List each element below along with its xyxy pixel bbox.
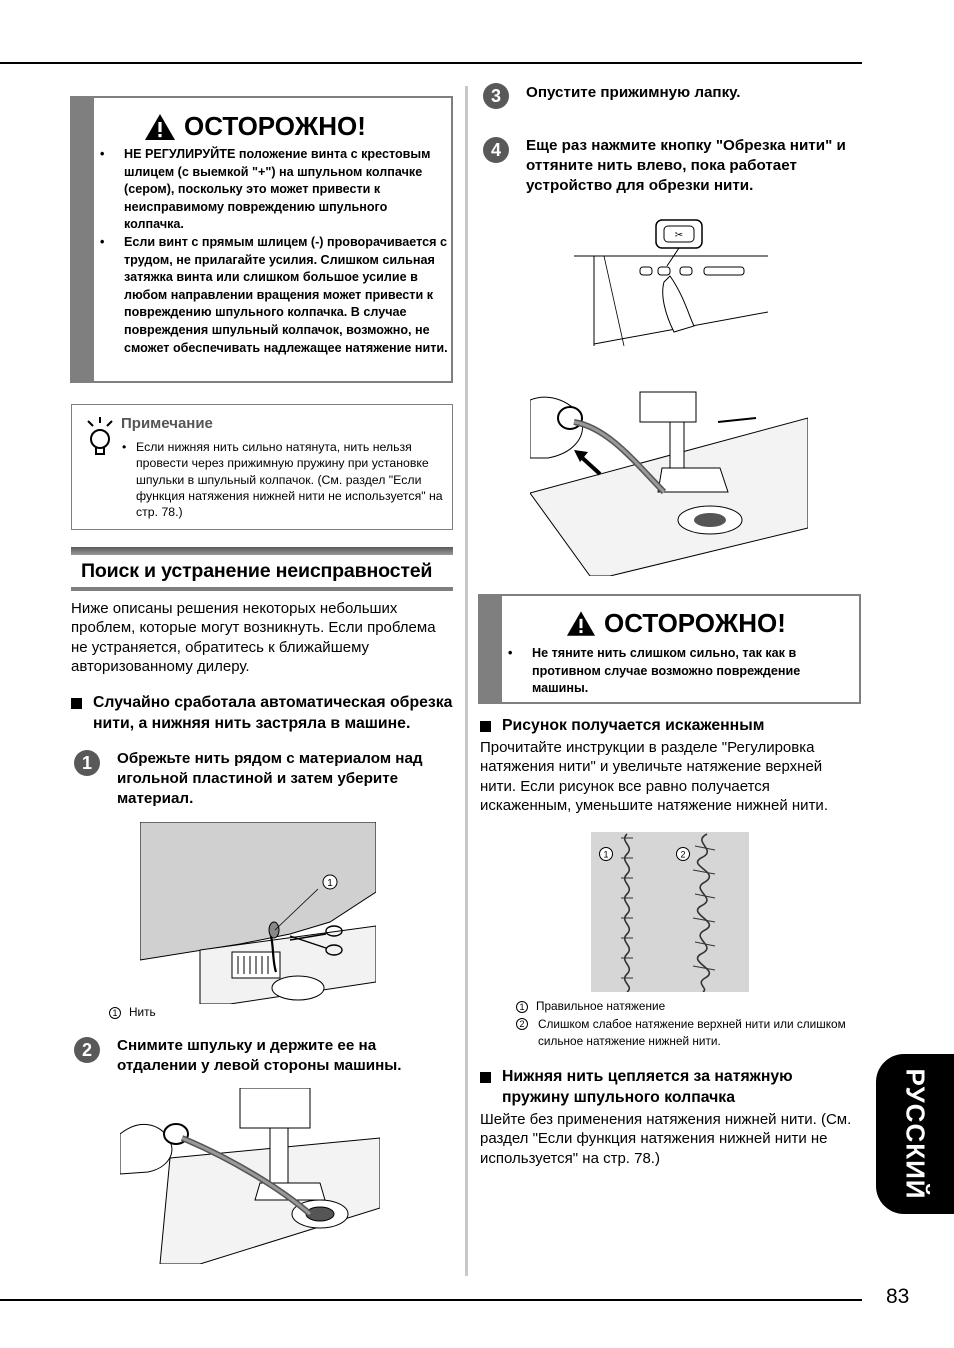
note-list <box>120 439 446 520</box>
section-title: Поиск и устранение неисправностей <box>81 560 433 582</box>
language-tab-label: РУССКИЙ <box>900 1068 931 1200</box>
lightbulb-icon <box>84 417 116 457</box>
heading-rule <box>71 587 453 591</box>
thread-cutter-button-illustration <box>574 216 768 346</box>
pull-thread-illustration <box>530 388 808 576</box>
page-number: 83 <box>886 1285 910 1308</box>
step-text: Опустите прижимную лапку. <box>526 84 741 101</box>
caution-title-text: ОСТОРОЖНО! <box>604 608 786 638</box>
problem-title: Случайно сработала автоматическая обрезка нити, а нижняя нить застряла в машине. <box>93 694 453 732</box>
column-divider <box>465 86 468 1276</box>
figure-caption <box>109 1004 156 1021</box>
section-heading <box>71 547 453 591</box>
square-bullet <box>480 721 491 732</box>
caution-title-text: ОСТОРОЖНО! <box>184 111 366 141</box>
scissors-icon: ✂ <box>674 230 684 241</box>
step-text: Обрежьте нить рядом с материалом над игольной пластиной и затем уберите материал. <box>117 750 423 808</box>
problem-text: Прочитайте инструкции в разделе "Регулировка натяжения нити" и увеличьте натяжение верхней нити. Если рисунок все равно получается искаженным, уменьшите натяжение нижней нити. <box>480 739 828 814</box>
caution-title <box>144 111 366 142</box>
caution-box <box>70 96 453 383</box>
caution-box <box>478 594 861 704</box>
step-number: 1 <box>74 750 100 776</box>
heading-band <box>71 547 453 555</box>
note-item: • Если нижняя нить сильно натянута, нить нельзя провести через прижимную пружину при установке шпульки в шпульный колпачок. (См. раздел "Если функция натяжения нижней нити не используется" на стр. 78.) <box>120 439 446 520</box>
caution-item: • Если винт с прямым шлицем (-) проворачивается с трудом, не прилагайте усилия. Слишком сильная затяжка винта или слишком большое усилие в любом направлении вращения может привести к повреждению шпульного колпачка. В случае повреждения шпульный колпачок, возможно, не сможет обеспечивать надлежащее натяжение нити. <box>96 234 448 357</box>
caution-list <box>504 645 856 698</box>
caption-text: Слишком слабое натяжение верхней нити или слишком сильное натяжение нижней нити. <box>538 1017 846 1048</box>
top-rule <box>0 62 862 64</box>
caption-text: Нить <box>129 1005 156 1019</box>
figure-caption <box>516 1016 846 1050</box>
stitch-sample-illustration <box>591 832 749 992</box>
caution-title <box>566 608 786 639</box>
figure-caption <box>516 998 846 1015</box>
figure-callout: 1 <box>327 878 333 889</box>
intro-paragraph: Ниже описаны решения некоторых небольших проблем, которые могут возникнуть. Если проблема не устраняется, обратитесь к ближайшему авторизованному дилеру. <box>71 600 436 675</box>
problem-heading <box>480 715 860 736</box>
step-text: Снимите шпульку и держите ее на отдалении у левой стороны машины. <box>117 1037 402 1075</box>
square-bullet <box>480 1072 491 1083</box>
note-title: Примечание <box>121 415 213 432</box>
warning-icon <box>144 113 176 141</box>
thread-cut-illustration <box>140 822 376 1004</box>
caution-item: • НЕ РЕГУЛИРУЙТЕ положение винта с крестовым шлицем (с выемкой "+") на шпульном колпачке (сером), поскольку это может привести к неисправимому повреждению шпульного колпачка. <box>96 146 448 234</box>
warning-icon <box>566 610 596 637</box>
step-text: Еще раз нажмите кнопку "Обрезка нити" и оттяните нить влево, пока работает устройство для обрезки нити. <box>526 137 846 195</box>
note-box <box>71 404 453 530</box>
square-bullet <box>71 698 82 709</box>
figure-callout: 2 <box>680 849 686 860</box>
figure-callout: 1 <box>603 849 609 860</box>
caption-text: Правильное натяжение <box>536 999 666 1013</box>
language-tab <box>876 1054 954 1214</box>
step-number: 2 <box>74 1037 100 1063</box>
caption-number: 2 <box>516 1018 528 1030</box>
caption-number: 1 <box>109 1007 121 1019</box>
bottom-rule <box>0 1299 862 1301</box>
caption-number: 1 <box>516 1001 528 1013</box>
problem-heading <box>480 1066 860 1108</box>
step-number: 3 <box>483 83 509 109</box>
caution-bar <box>72 98 94 381</box>
bobbin-removal-illustration <box>120 1088 380 1264</box>
caution-list <box>96 146 448 357</box>
problem-heading <box>71 692 456 734</box>
caution-item: • Не тяните нить слишком сильно, так как в противном случае возможно повреждение машины. <box>504 645 856 698</box>
caution-bar <box>480 596 502 702</box>
problem-title: Рисунок получается искаженным <box>502 717 765 734</box>
problem-text: Шейте без применения натяжения нижней нити. (См. раздел "Если функция натяжения нижней нити не используется" на стр. 78.) <box>480 1111 852 1167</box>
step-number: 4 <box>483 137 509 163</box>
problem-title: Нижняя нить цепляется за натяжную пружину шпульного колпачка <box>502 1068 793 1106</box>
